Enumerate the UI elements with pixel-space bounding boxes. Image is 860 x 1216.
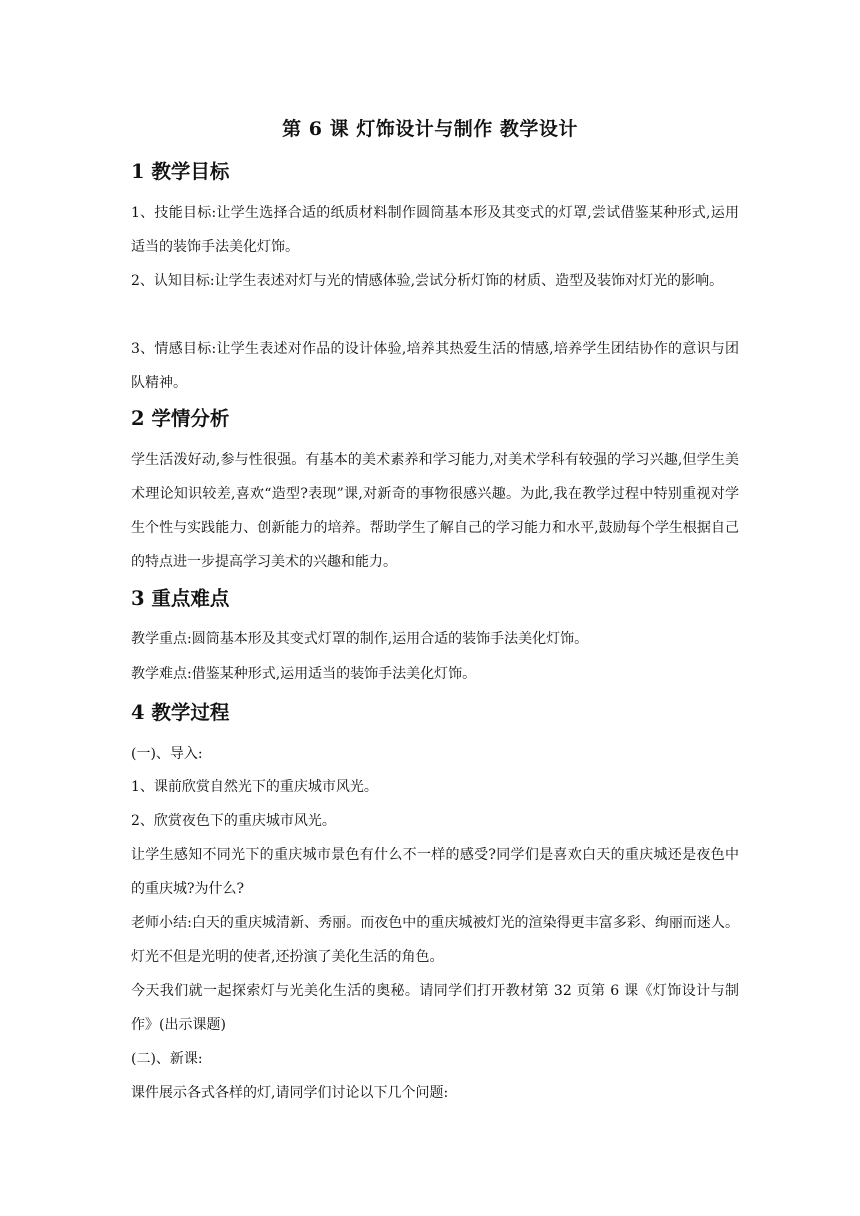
process-paragraph-intro-topic: 今天我们就一起探索灯与光美化生活的奥秘。请同学们打开教材第 32 页第 6 课《灯饰设计与制作》(出示课题): [131, 983, 739, 1033]
section-heading-keypoints: 3 重点难点: [131, 587, 230, 610]
section-heading-goals: 1 教学目标: [131, 160, 230, 183]
keypoint-difficulty: 教学难点:借鉴某种形式,运用适当的装饰手法美化灯饰。: [131, 666, 477, 682]
process-paragraph-summary: 老师小结:白天的重庆城清新、秀丽。而夜色中的重庆城被灯光的渲染得更丰富多彩、绚丽而迷人。灯光不但是光明的使者,还扮演了美化生活的角色。: [131, 915, 739, 965]
process-new-lesson-label: (二)、新课:: [131, 1051, 203, 1067]
goal-paragraph-emotion: 3、情感目标:让学生表述对作品的设计体验,培养其热爱生活的情感,培养学生团结协作的意识与团队精神。: [131, 341, 739, 391]
goal-paragraph-cognitive: 2、认知目标:让学生表述对灯与光的情感体验,尝试分析灯饰的材质、造型及装饰对灯光的影响。: [131, 273, 724, 289]
keypoint-focus: 教学重点:圆筒基本形及其变式灯罩的制作,运用合适的装饰手法美化灯饰。: [131, 631, 589, 647]
process-step-1: 1、课前欣赏自然光下的重庆城市风光。: [131, 779, 378, 795]
process-paragraph-question: 让学生感知不同光下的重庆城市景色有什么不一样的感受?同学们是喜欢白天的重庆城还是夜色中的重庆城?为什么?: [131, 847, 739, 897]
section-heading-process: 4 教学过程: [131, 701, 230, 724]
process-step-2: 2、欣赏夜色下的重庆城市风光。: [131, 813, 336, 829]
analysis-paragraph: 学生活泼好动,参与性很强。有基本的美术素养和学习能力,对美术学科有较强的学习兴趣,但学生美术理论知识较差,喜欢“造型?表现”课,对新奇的事物很感兴趣。为此,我在教学过程中特别重视对学生个性与实践能力、创新能力的培养。帮助学生了解自己的学习能力和水平,鼓励每个学生根据自己的特点进一步提高学习美术的兴趣和能力。: [131, 452, 739, 570]
goal-paragraph-skill: 1、技能目标:让学生选择合适的纸质材料制作圆筒基本形及其变式的灯罩,尝试借鉴某种形式,运用适当的装饰手法美化灯饰。: [131, 205, 739, 255]
section-heading-analysis: 2 学情分析: [131, 407, 230, 430]
process-new-lesson-text: 课件展示各式各样的灯,请同学们讨论以下几个问题:: [131, 1085, 449, 1101]
process-intro-label: (一)、导入:: [131, 746, 203, 762]
page-title: 第 6 课 灯饰设计与制作 教学设计: [282, 118, 578, 140]
